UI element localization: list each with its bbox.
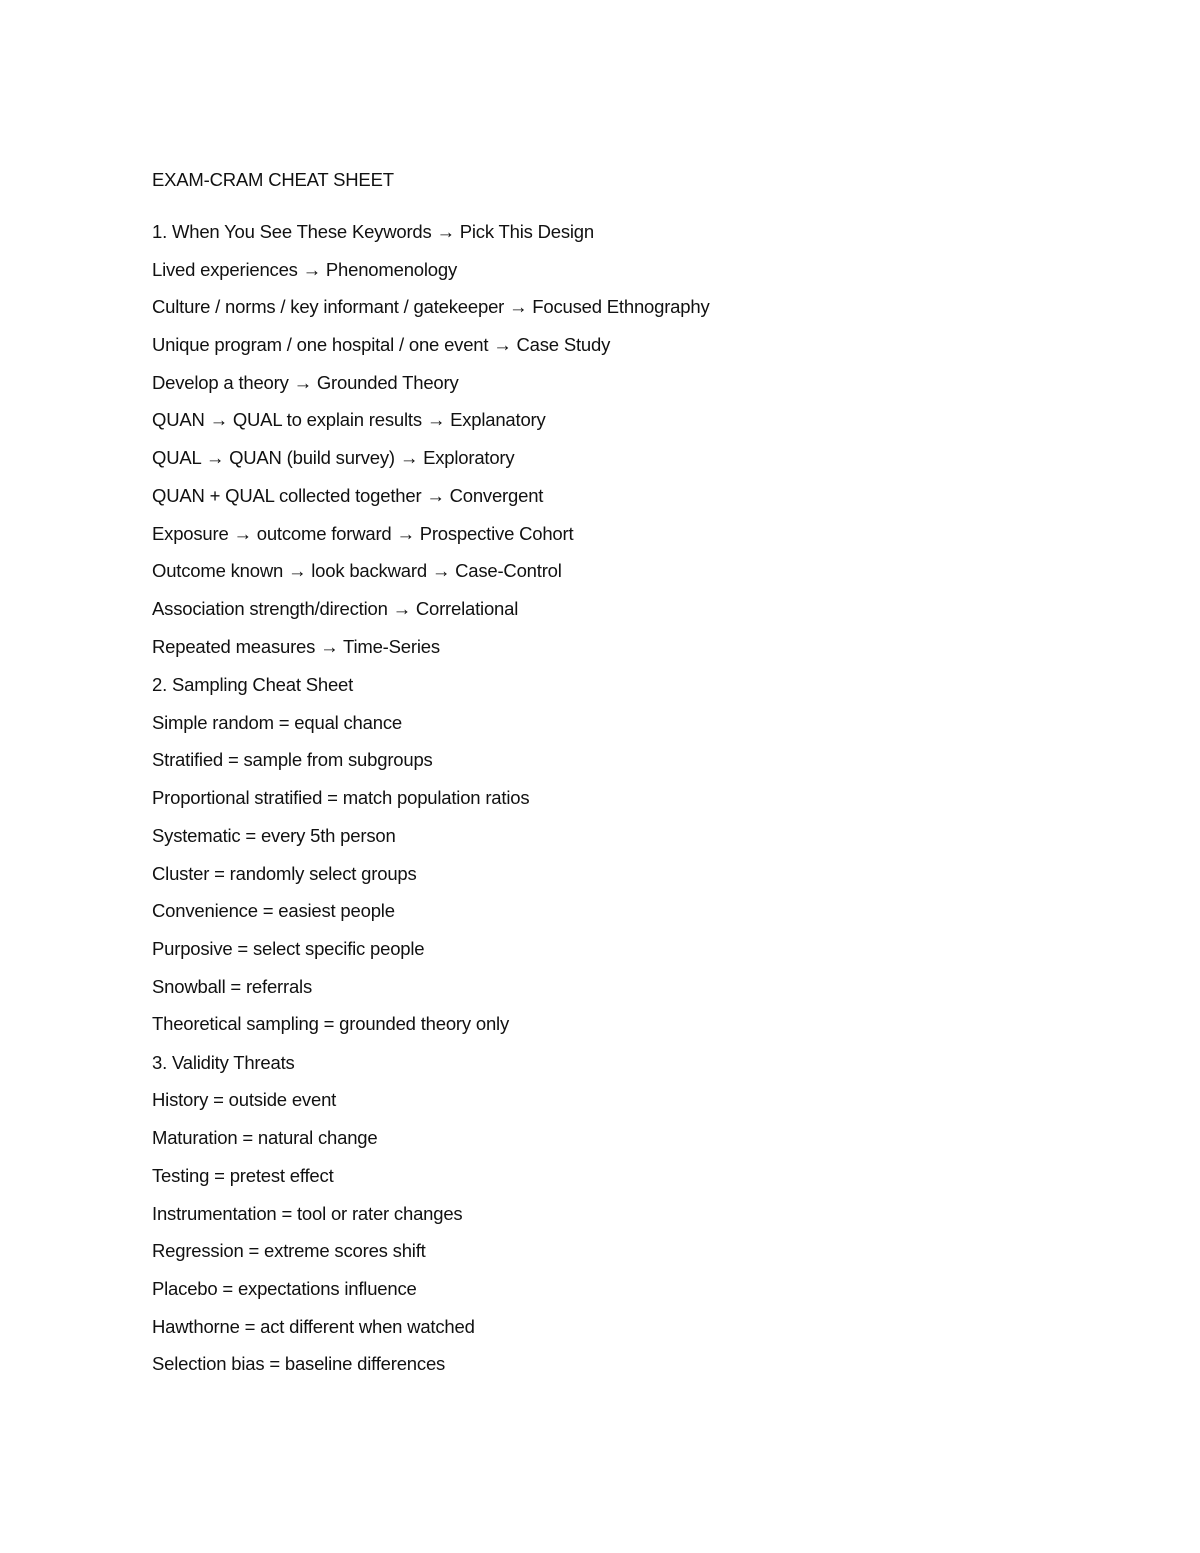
list-item: QUAN → QUAL to explain results → Explanatory <box>152 409 546 431</box>
section-heading: 2. Sampling Cheat Sheet <box>152 674 354 696</box>
section-heading: 1. When You See These Keywords → Pick This Design <box>152 221 594 242</box>
document-page <box>152 168 1112 1390</box>
list-item: Proportional stratified = match population ratios <box>152 787 530 809</box>
list-item: Hawthorne = act different when watched <box>152 1315 475 1337</box>
list-item: QUAN + QUAL collected together → Convergent <box>152 484 544 506</box>
list-item: Repeated measures → Time-Series <box>152 635 440 657</box>
list-item: Testing = pretest effect <box>152 1164 334 1186</box>
list-item: Regression = extreme scores shift <box>152 1240 426 1262</box>
section-heading: 3. Validity Threats <box>152 1051 295 1073</box>
list-item: QUAL → QUAN (build survey) → Exploratory <box>152 447 515 469</box>
list-item: Convenience = easiest people <box>152 900 395 922</box>
list-item: Association strength/direction → Correlational <box>152 597 519 619</box>
list-item: Snowball = referrals <box>152 975 313 997</box>
list-item: Instrumentation = tool or rater changes <box>152 1202 463 1224</box>
list-item: Outcome known → look backward → Case-Control <box>152 560 562 582</box>
list-item: Exposure → outcome forward → Prospective Cohort <box>152 522 574 544</box>
list-item: Purposive = select specific people <box>152 937 425 959</box>
list-item: Placebo = expectations influence <box>152 1277 417 1299</box>
list-item: Systematic = every 5th person <box>152 824 396 846</box>
section-design-keywords <box>152 220 1112 659</box>
list-item: Selection bias = baseline differences <box>152 1353 446 1375</box>
list-item: History = outside event <box>152 1089 337 1111</box>
list-item: Develop a theory → Grounded Theory <box>152 371 459 393</box>
list-item: Maturation = natural change <box>152 1127 378 1149</box>
list-item: Stratified = sample from subgroups <box>152 749 433 771</box>
list-item: Unique program / one hospital / one event → Case Study <box>152 334 611 356</box>
list-item: Lived experiences → Phenomenology <box>152 258 458 280</box>
list-item: Theoretical sampling = grounded theory only <box>152 1013 509 1035</box>
list-item: Simple random = equal chance <box>152 711 402 733</box>
document-title: EXAM-CRAM CHEAT SHEET <box>152 169 394 190</box>
list-item: Culture / norms / key informant / gatekeeper → Focused Ethnography <box>152 296 710 318</box>
section-sampling <box>152 673 1112 1036</box>
list-item: Cluster = randomly select groups <box>152 862 417 884</box>
section-validity-threats <box>152 1051 1112 1377</box>
